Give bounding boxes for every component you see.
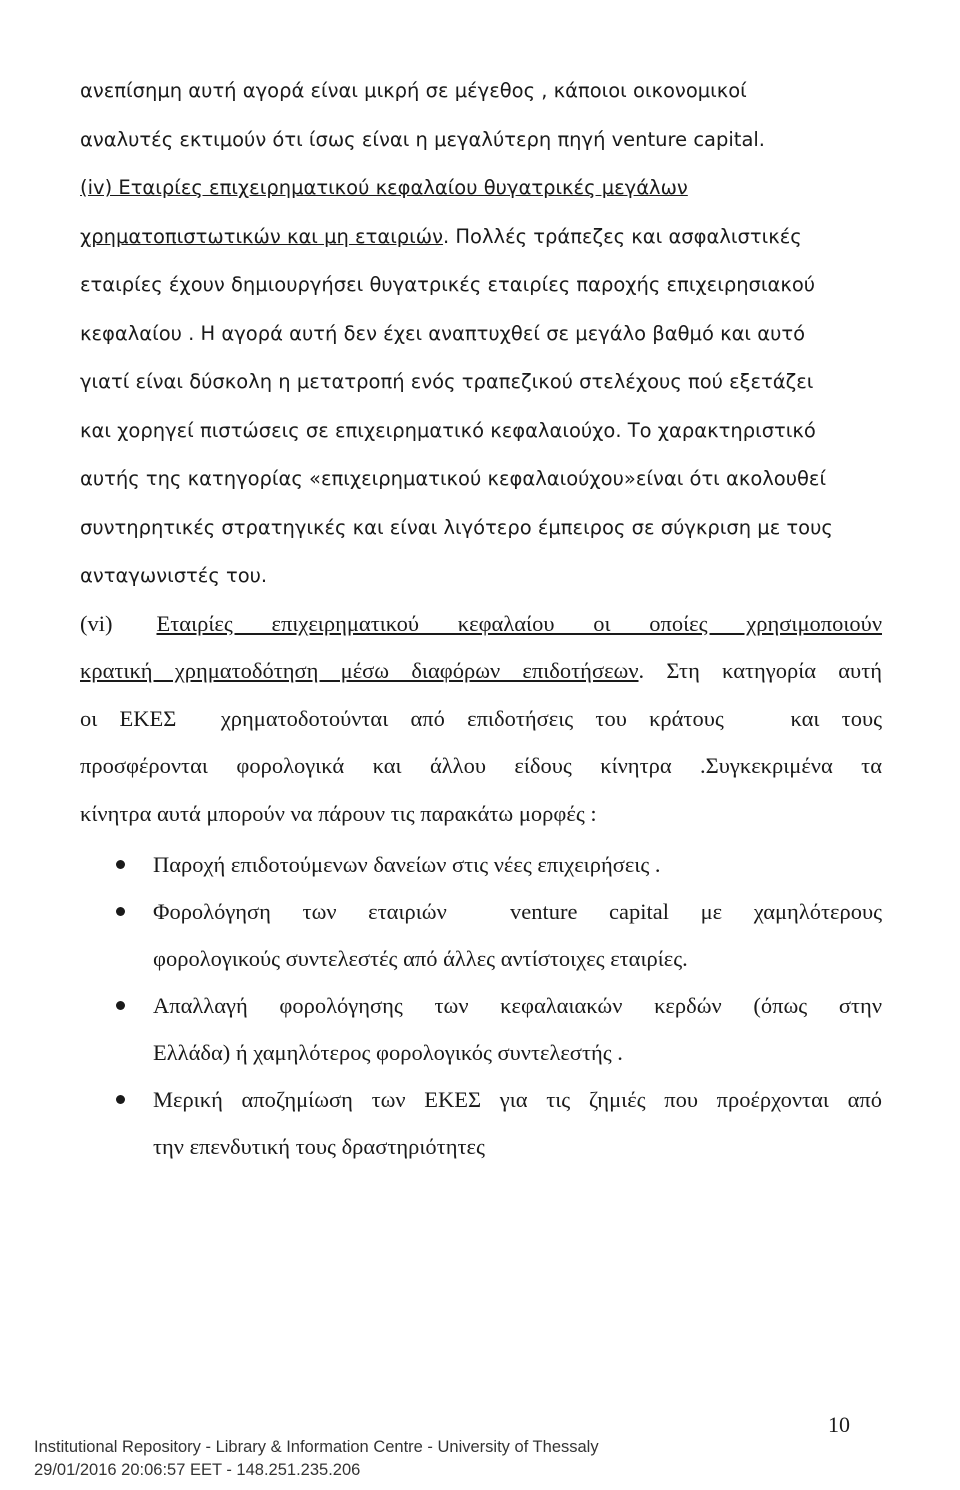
- page-number: 10: [828, 1412, 850, 1437]
- text-line-wrapper: [80, 647, 882, 695]
- list-item-text: Ελλάδα) ή χαμηλότερος φορολογικός συντελεστής .: [153, 1040, 623, 1065]
- section-heading-line: [80, 600, 882, 648]
- list-item-text: Παροχή επιδοτούμενων δανείων στις νέες επιχειρήσεις .: [153, 852, 661, 877]
- footer-repository-line: Institutional Repository - Library & Information Centre - University of Thessaly: [34, 1438, 599, 1456]
- incentives-list: [80, 841, 882, 1170]
- list-item: [80, 888, 882, 982]
- text-line: ανεπίσημη αυτή αγορά είναι μικρή σε μέγεθος , κάποιοι οικονομικοί: [80, 79, 747, 102]
- text-line: γιατί είναι δύσκολη η μετατροπή ενός τραπεζικού στελέχους πού εξετάζει: [80, 370, 814, 393]
- text-line: ανταγωνιστές του.: [80, 564, 268, 587]
- text-line: κίνητρα αυτά μπορούν να πάρουν τις παρακάτω μορφές :: [80, 800, 597, 826]
- text-line: συντηρητικές στρατηγικές και είναι λιγότερο έμπειρος σε σύγκριση με τους: [80, 515, 833, 539]
- text-line: . Πολλές τράπεζες και ασφαλιστικές: [443, 224, 802, 248]
- list-item: [80, 841, 882, 888]
- footer-timestamp-line: 29/01/2016 20:06:57 EET - 148.251.235.206: [34, 1461, 361, 1479]
- list-item-text: Φορολόγηση των εταιριών venture capital με χαμηλότερους: [153, 899, 882, 924]
- text-line: αυτής της κατηγορίας «επιχειρηματικού κεφαλαιούχου»είναι ότι ακολουθεί: [80, 467, 827, 490]
- list-item: [80, 1076, 882, 1170]
- section-heading-vi: Εταιρίες επιχειρηματικού κεφαλαίου οι οποίες χρησιμοποιούν: [156, 610, 882, 636]
- list-item-text: Απαλλαγή φορολόγησης των κεφαλαιακών κερδών (όπως στην: [153, 993, 882, 1018]
- text-line: . Στη κατηγορία αυτή: [638, 658, 883, 683]
- paragraph-subsidiaries: [80, 163, 882, 600]
- text-line: κεφαλαίου . Η αγορά αυτή δεν έχει αναπτυχθεί σε μεγάλο βαθμό και αυτό: [80, 321, 806, 345]
- list-item-text: την επενδυτική τους δραστηριότητες: [153, 1134, 485, 1159]
- text-line: οι ΕΚΕΣ χρηματοδοτούνται από επιδοτήσεις του κράτους και τους: [80, 705, 882, 731]
- repository-footer: [34, 1436, 599, 1482]
- paragraph-informal-market: [80, 66, 882, 163]
- text-line: και χορηγεί πιστώσεις σε επιχειρηματικό κεφαλαιούχο. Το χαρακτηριστικό: [80, 418, 816, 442]
- section-heading-iv: (iv) Εταιρίες επιχειρηματικού κεφαλαίου θυγατρικές μεγάλων: [80, 176, 688, 199]
- section-label-vi: (vi): [80, 610, 113, 636]
- list-item-text: Μερική αποζημίωση των ΕΚΕΣ για τις ζημιές που προέρχονται από: [153, 1087, 882, 1112]
- section-heading-vi-continued: κρατική χρηματοδότηση μέσω διαφόρων επιδοτήσεων: [80, 658, 639, 683]
- paragraph-state-funding: [80, 600, 882, 838]
- text-line: προσφέρονται φορολογικά και άλλου είδους κίνητρα .Συγκεκριμένα τα: [80, 753, 882, 778]
- list-item: [80, 982, 882, 1076]
- document-page: [80, 66, 882, 1170]
- text-line: εταιρίες έχουν δημιουργήσει θυγατρικές εταιρίες παροχής επιχειρησιακού: [80, 273, 816, 296]
- list-item-text: φορολογικούς συντελεστές από άλλες αντίστοιχες εταιρίες.: [153, 946, 688, 971]
- section-heading-iv-continued: χρηματοπιστωτικών και μη εταιριών: [80, 224, 443, 248]
- text-line: αναλυτές εκτιμούν ότι ίσως είναι η μεγαλύτερη πηγή venture capital.: [80, 127, 766, 151]
